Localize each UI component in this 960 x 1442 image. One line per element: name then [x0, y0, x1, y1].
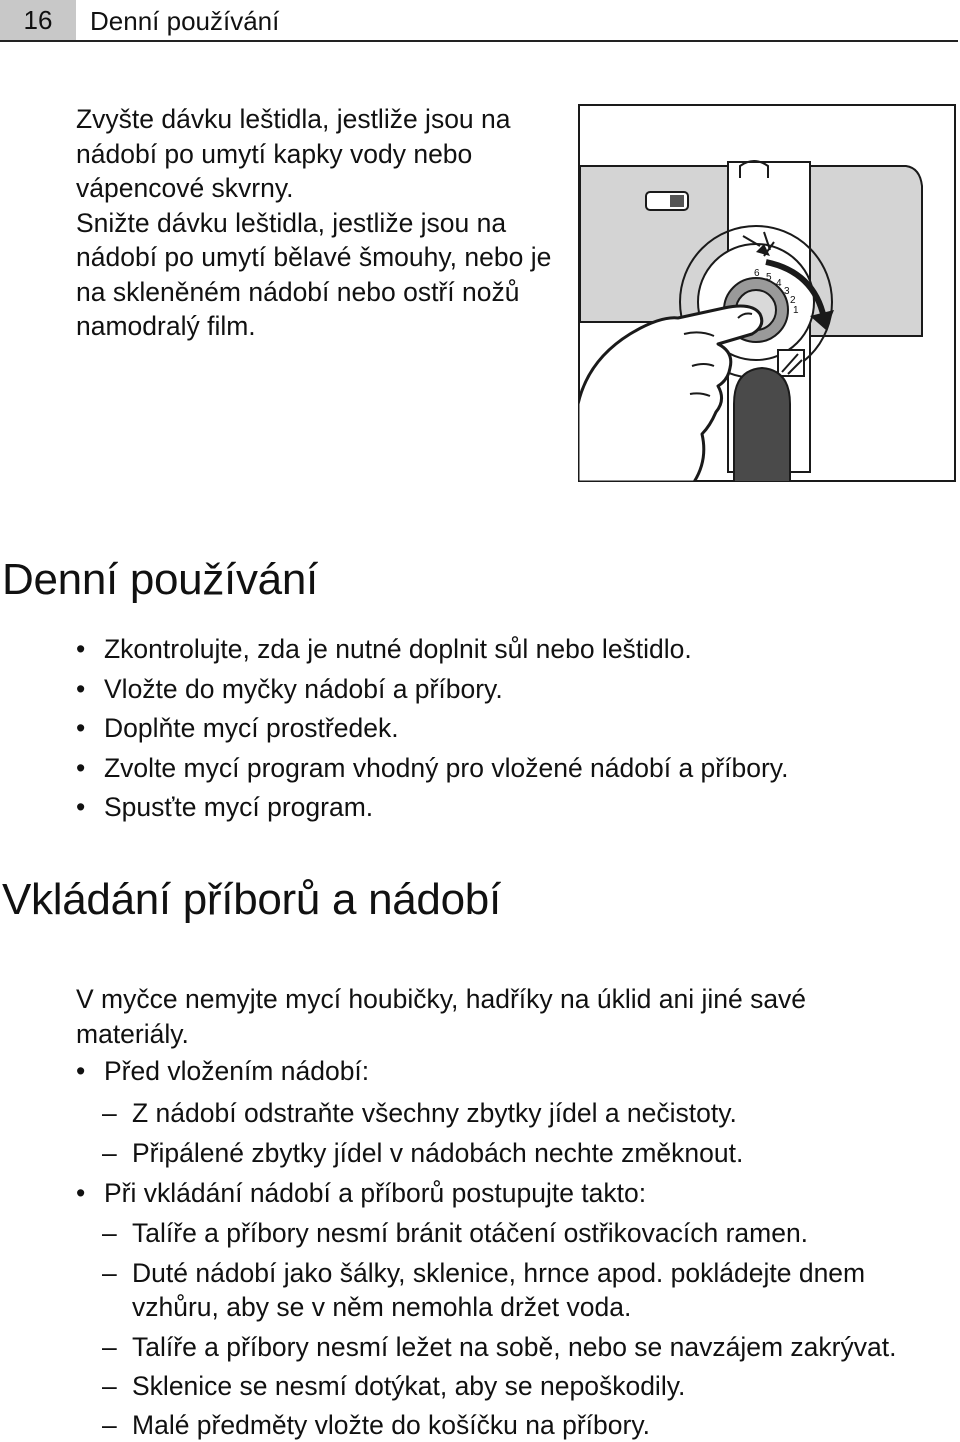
list-item: • Zkontrolujte, zda je nutné doplnit sůl nebo leštidlo.: [76, 630, 788, 670]
list-item: – Talíře a příbory nesmí bránit otáčení ostřikovacích ramen.: [76, 1216, 956, 1250]
when-loading-label: • Při vkládání nádobí a příborů postupujte takto:: [76, 1176, 956, 1210]
before-loading-steps-2: [76, 1136, 956, 1170]
dial-label-1: 1: [793, 305, 799, 316]
dial-label-2: 2: [790, 295, 796, 306]
dial-label-4: 4: [776, 278, 782, 289]
list-item: – Sklenice se nesmí dotýkat, aby se nepoškodily.: [76, 1369, 956, 1403]
page-number: 16: [0, 0, 76, 40]
before-loading-block: [76, 1054, 956, 1088]
before-loading-label: • Před vložením nádobí:: [76, 1054, 956, 1088]
when-loading-step-2: [76, 1256, 876, 1324]
list-item: – Talíře a příbory nesmí ležet na sobě, nebo se navzájem zakrývat.: [76, 1330, 956, 1364]
list-item: • Zvolte mycí program vhodný pro vložené nádobí a příbory.: [76, 749, 788, 789]
header-rule: [0, 40, 958, 42]
when-loading-step-4: [76, 1369, 956, 1403]
list-item: • Doplňte mycí prostředek.: [76, 709, 788, 749]
dial-label-6: 6: [754, 268, 760, 279]
daily-steps-list: [76, 630, 788, 828]
dial-label-5: 5: [766, 272, 772, 283]
rinse-aid-dial-illustration: [578, 104, 956, 482]
intro-paragraph-decrease: Snižte dávku leštidla, jestliže jsou na nádobí po umytí bělavé šmouhy, nebo je na skleněném nádobí nebo ostří nožů namodralý film.: [76, 207, 552, 341]
intro-paragraph-increase: Zvyšte dávku leštidla, jestliže jsou na nádobí po umytí kapky vody nebo vápencové skvrny.: [76, 104, 511, 203]
list-item: • Vložte do myčky nádobí a příbory.: [76, 670, 788, 710]
when-loading-step-3: [76, 1330, 956, 1364]
list-item: – Z nádobí odstraňte všechny zbytky jídel a nečistoty.: [76, 1096, 956, 1130]
when-loading-step-1: [76, 1216, 956, 1250]
list-item: – Připálené zbytky jídel v nádobách nechte změknout.: [76, 1136, 956, 1170]
running-title: Denní používání: [90, 6, 280, 36]
list-item: – Duté nádobí jako šálky, sklenice, hrnce apod. pokládejte dnem vzhůru, aby se v něm nemohla držet voda.: [76, 1256, 876, 1324]
before-loading-steps: [76, 1096, 956, 1130]
dial-label-3: 3: [784, 286, 790, 297]
list-item: – Malé předměty vložte do košíčku na příbory.: [76, 1408, 956, 1442]
section-title-loading: Vkládání příborů a nádobí: [2, 875, 501, 924]
when-loading-step-5: [76, 1408, 956, 1442]
when-loading-block: [76, 1176, 956, 1210]
list-item: • Spusťte mycí program.: [76, 788, 788, 828]
loading-note: V myčce nemyjte mycí houbičky, hadříky na úklid ani jiné savé materiály.: [76, 984, 807, 1049]
section-title-daily: Denní používání: [2, 555, 318, 604]
intro-text: [76, 102, 566, 344]
